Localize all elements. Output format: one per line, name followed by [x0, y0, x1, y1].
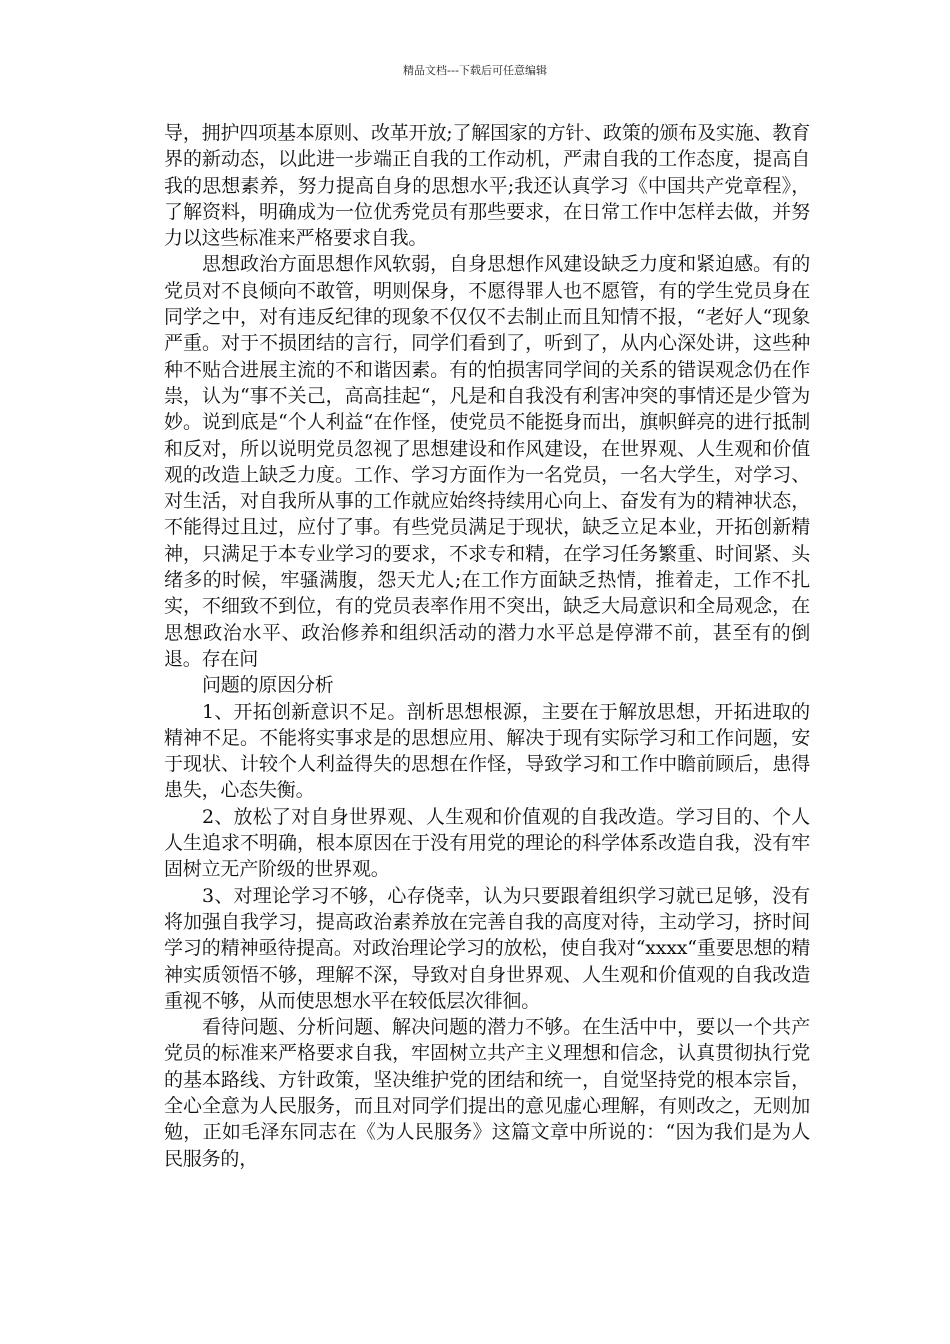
paragraph-point-3: 3、对理论学习不够，心存侥幸，认为只要跟着组织学习就已足够，没有将加强自我学习，提高政治素养放在完善自我的高度对待，主动学习，挤时间学习的精神亟待提高。对政治理论学习的放松，使自我对“xxxx“重要思想的精神实质领悟不够，理解不深，导致对自身世界观、人生观和价值观的自我改造重视不够，从而使思想水平在较低层次徘徊。	[164, 884, 810, 1012]
paragraph-ideology-issues: 思想政治方面思想作风软弱，自身思想作风建设缺乏力度和紧迫感。有的党员对不良倾向不敢管，明则保身，不愿得罪人也不愿管，有的学生党员身在同学之中，对有违反纪律的现象不仅仅不去制止而且知情不报，“老好人“现象严重。对于不损团结的言行，同学们看到了，听到了，从内心深处讲，这些种种不贴合进展主流的不和谐因素。有的怕损害同学间的关系的错误观念仍在作祟，认为“事不关己，高高挂起“，凡是和自我没有利害冲突的事情还是少管为妙。说到底是“个人利益“在作怪，使党员不能挺身而出，旗帜鲜亮的进行抵制和反对，所以说明党员忽视了思想建设和作风建设，在世界观、人生观和价值观的改造上缺乏力度。工作、学习方面作为一名党员，一名大学生，对学习、对生活，对自我所从事的工作就应始终持续用心向上、奋发有为的精神状态，不能得过且过，应付了事。有些党员满足于现状，缺乏立足本业，开拓创新精神，只满足于本专业学习的要求，不求专和精，在学习任务繁重、时间紧、头绪多的时候，牢骚满腹，怨天尤人;在工作方面缺乏热情，推着走，工作不扎实，不细致不到位，有的党员表率作用不突出，缺乏大局意识和全局观念，在思想政治水平、政治修养和组织活动的潜力水平总是停滞不前，甚至有的倒退。存在问	[164, 253, 810, 670]
section-heading-cause-analysis: 问题的原因分析	[202, 674, 334, 697]
document-body	[164, 120, 810, 1172]
page-header: 精品文档---下载后可任意编辑	[403, 64, 547, 77]
paragraph-problem-solving: 看待问题、分析问题、解决问题的潜力不够。在生活中中，要以一个共产党员的标准来严格要求自我，牢固树立共产主义理想和信念，认真贯彻执行党的基本路线、方针政策，坚决维护党的团结和统一，自觉坚持党的根本宗旨，全心全意为人民服务，而且对同学们提出的意见虚心理解，有则改之，无则加勉，正如毛泽东同志在《为人民服务》这篇文章中所说的：“因为我们是为人民服务的，	[164, 1016, 810, 1170]
paragraph-continuation: 导，拥护四项基本原则、改革开放;了解国家的方针、政策的颁布及实施、教育界的新动态，以此进一步端正自我的工作动机，严肃自我的工作态度，提高自我的思想素养，努力提高自身的思想水平;我还认真学习《中国共产党章程》，了解资料，明确成为一位优秀党员有那些要求，在日常工作中怎样去做，并努力以这些标准来严格要求自我。	[164, 122, 810, 250]
paragraph-point-2: 2、放松了对自身世界观、人生观和价值观的自我改造。学习目的、个人人生追求不明确，根本原因在于没有用党的理论的科学体系改造自我，没有牢固树立无产阶级的世界观。	[164, 805, 810, 881]
paragraph-point-1: 1、开拓创新意识不足。剖析思想根源，主要在于解放思想，开拓进取的精神不足。不能将实事求是的思想应用、解决于现有实际学习和工作问题，安于现状、计较个人利益得失的思想在作怪，导致学习和工作中瞻前顾后，患得患失，心态失衡。	[164, 700, 810, 802]
